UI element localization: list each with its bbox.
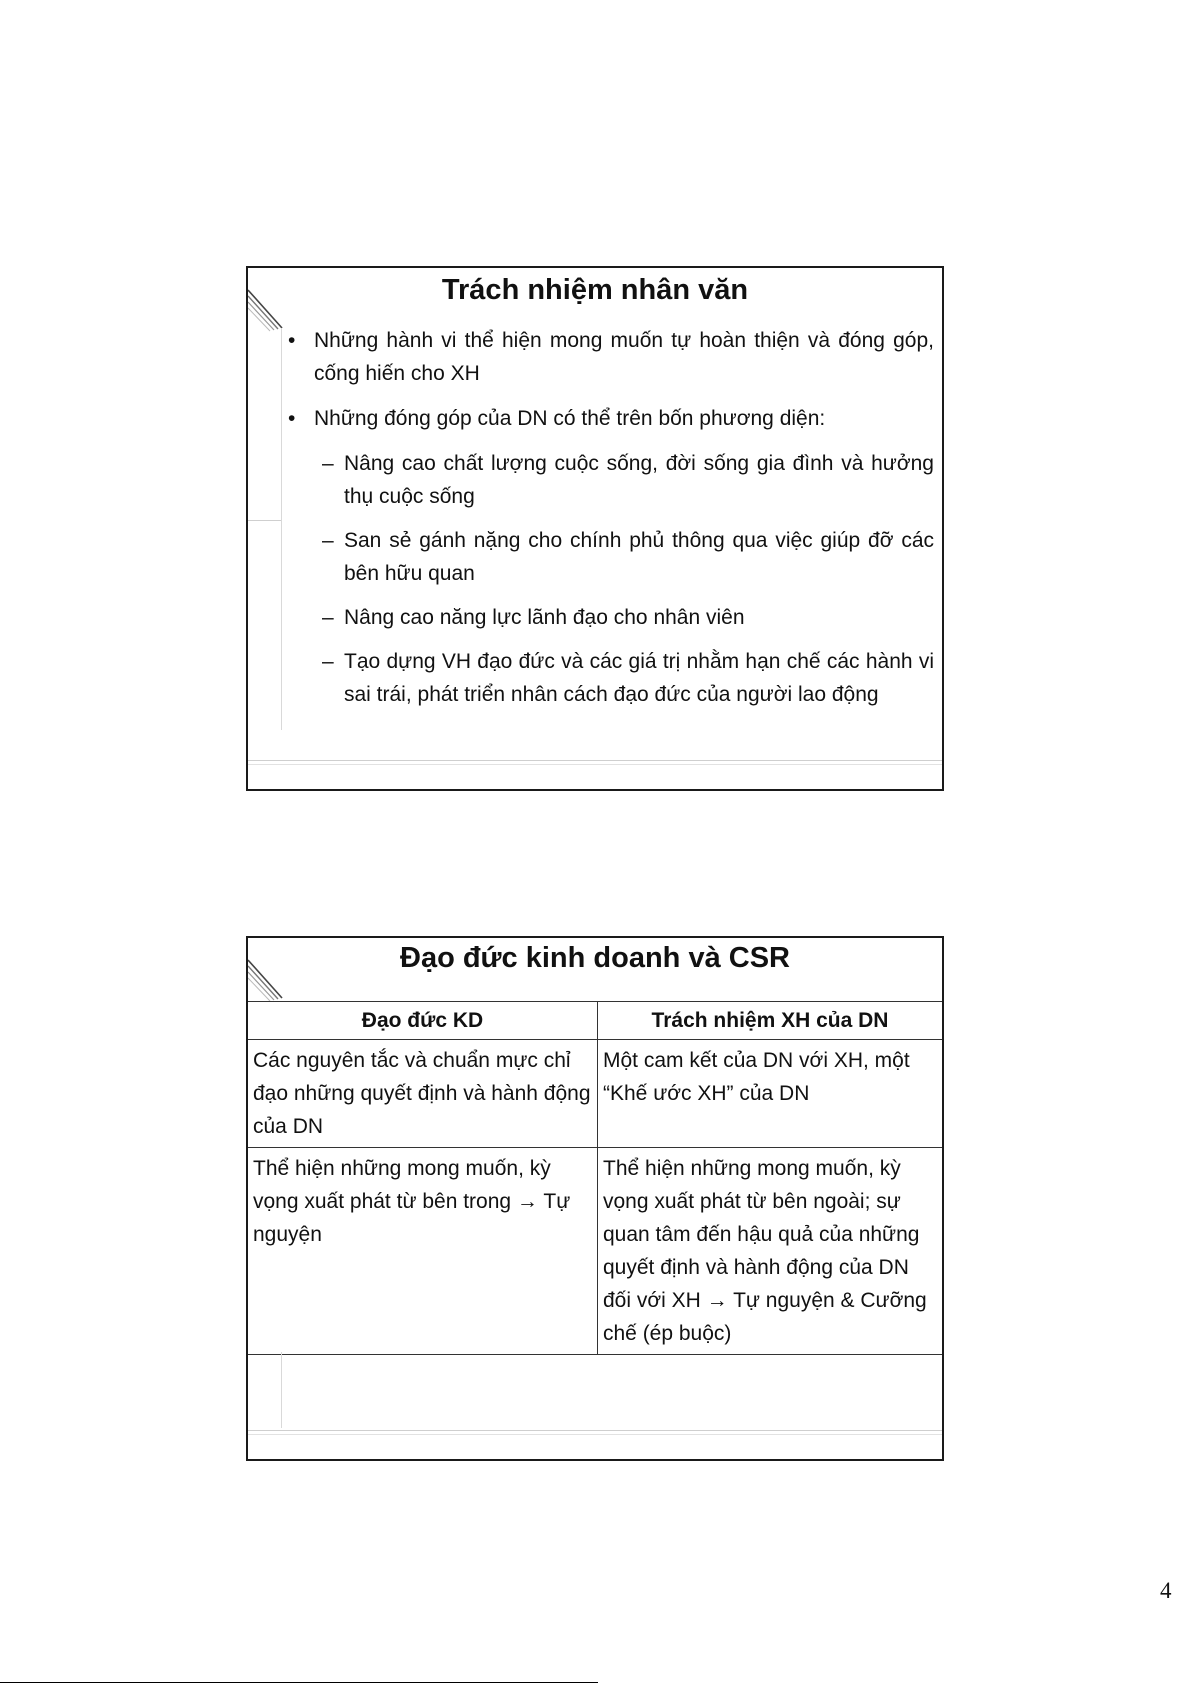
sub-bullet-text: Tạo dựng VH đạo đức và các giá trị nhằm hạn chế các hành vi sai trái, phát triển nhân cách đạo đức của người lao động xyxy=(344,650,934,706)
slide-guide-tick xyxy=(248,520,281,521)
sub-bullet-marker: – xyxy=(322,650,334,673)
table-row xyxy=(248,1040,942,1148)
bullet-item xyxy=(288,324,934,390)
comparison-table xyxy=(248,1001,942,1355)
table-cell: Thể hiện những mong muốn, kỳ vọng xuất phát từ bên trong → Tự nguyện xyxy=(248,1148,598,1355)
bullet-item xyxy=(288,402,934,435)
sub-bullet-marker: – xyxy=(322,606,334,629)
table-header-cell: Trách nhiệm XH của DN xyxy=(598,1002,943,1040)
slide-trach-nhiem-nhan-van xyxy=(246,266,944,791)
table-cell: Thể hiện những mong muốn, kỳ vọng xuất phát từ bên ngoài; sự quan tâm đến hậu quả của những quyết định và hành động của DN đối với XH → Tự nguyện & Cưỡng chế (ép buộc) xyxy=(598,1148,943,1355)
slide-footer-line xyxy=(248,1430,942,1431)
slide-title: Trách nhiệm nhân văn xyxy=(441,274,749,306)
bullet-list xyxy=(288,324,934,722)
table-cell: Các nguyên tắc và chuẩn mực chỉ đạo những quyết định và hành động của DN xyxy=(248,1040,598,1148)
table-cell: Một cam kết của DN với XH, một “Khế ước XH” của DN xyxy=(598,1040,943,1148)
table-row xyxy=(248,1148,942,1355)
slide-title: Đạo đức kinh doanh và CSR xyxy=(400,942,790,974)
sub-bullet-text: Nâng cao năng lực lãnh đạo cho nhân viên xyxy=(344,606,745,629)
sub-bullet-item xyxy=(288,524,934,590)
bullet-marker: • xyxy=(288,407,296,430)
table-header-cell: Đạo đức KD xyxy=(248,1002,598,1040)
slide-footer-line xyxy=(248,764,942,765)
slide-footer-line xyxy=(248,760,942,761)
slide-guide-line xyxy=(281,328,282,730)
sub-bullet-text: Nâng cao chất lượng cuộc sống, đời sống gia đình và hưởng thụ cuộc sống xyxy=(344,452,934,508)
footer-rule xyxy=(0,1682,598,1683)
sub-bullet-marker: – xyxy=(322,529,334,552)
sub-bullet-item xyxy=(288,601,934,634)
bullet-marker: • xyxy=(288,329,296,352)
sub-bullet-item xyxy=(288,447,934,513)
slide-guide-line xyxy=(281,1352,282,1428)
bullet-text: Những hành vi thể hiện mong muốn tự hoàn thiện và đóng góp, cống hiến cho XH xyxy=(314,329,934,385)
bullet-text: Những đóng góp của DN có thể trên bốn phương diện: xyxy=(314,407,826,430)
sub-bullet-item xyxy=(288,645,934,711)
table-header-row xyxy=(248,1002,942,1040)
page-number: 4 xyxy=(1160,1578,1172,1603)
slide-dao-duc-kinh-doanh-csr xyxy=(246,936,944,1461)
sub-bullet-text: San sẻ gánh nặng cho chính phủ thông qua việc giúp đỡ các bên hữu quan xyxy=(344,529,934,585)
sub-bullet-marker: – xyxy=(322,452,334,475)
slide-footer-line xyxy=(248,1434,942,1435)
